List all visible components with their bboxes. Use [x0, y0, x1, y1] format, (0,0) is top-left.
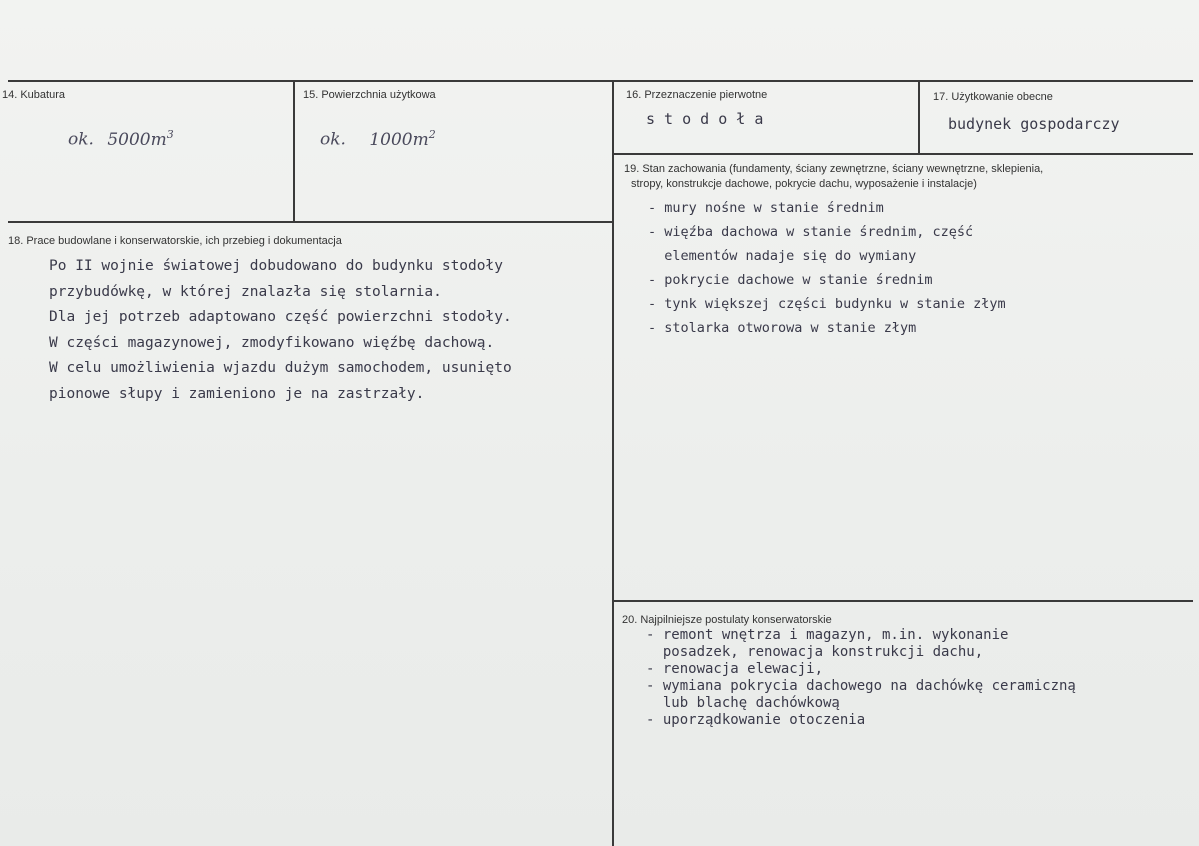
stan-item: elementów nadaje się do wymiany — [648, 248, 917, 264]
postulaty-label: 20. Najpilniejsze postulaty konserwatorskie — [622, 614, 832, 626]
stan-item: - tynk większej części budynku w stanie złym — [648, 296, 1006, 312]
kubatura-value — [68, 128, 174, 150]
rule-16-17-bottom — [612, 153, 1193, 155]
powierzchnia-prefix: ok. — [320, 129, 346, 150]
stan-item: - stolarka otworowa w stanie złym — [648, 320, 917, 336]
prace-line: Dla jej potrzeb adaptowano część powierzchni stodoły. — [49, 309, 512, 326]
stan-item: - mury nośne w stanie średnim — [648, 200, 884, 216]
powierzchnia-label: 15. Powierzchnia użytkowa — [303, 89, 436, 101]
postulaty-item: - uporządkowanie otoczenia — [646, 712, 866, 728]
postulaty-item: - renowacja elewacji, — [646, 661, 824, 677]
rule-14-15-bottom — [8, 221, 614, 223]
uzytkowanie-value: budynek gospodarczy — [948, 115, 1120, 133]
prace-line: W części magazynowej, zmodyfikowano więźbę dachową. — [49, 334, 495, 351]
divider-14-15 — [293, 80, 295, 222]
stan-label-line2: stropy, konstrukcje dachowe, pokrycie dachu, wyposażenie i instalacje) — [631, 178, 977, 190]
prace-line: przybudówkę, w której znalazła się stolarnia. — [49, 283, 442, 300]
przeznaczenie-value: s t o d o ł a — [646, 110, 764, 128]
kubatura-label: 14. Kubatura — [2, 89, 65, 101]
divider-16-17 — [918, 80, 920, 154]
kubatura-exponent: 3 — [166, 128, 174, 141]
prace-label: 18. Prace budowlane i konserwatorskie, ich przebieg i dokumentacja — [8, 235, 342, 247]
stan-item: - pokrycie dachowe w stanie średnim — [648, 272, 933, 288]
postulaty-item: posadzek, renowacja konstrukcji dachu, — [646, 644, 984, 660]
rule-19-bottom — [612, 600, 1193, 602]
przeznaczenie-label: 16. Przeznaczenie pierwotne — [626, 89, 768, 101]
divider-center — [612, 80, 614, 846]
prace-line: W celu umożliwienia wjazdu dużym samochodem, usunięto — [49, 360, 512, 377]
prace-line: Po II wojnie światowej dobudowano do budynku stodoły — [49, 258, 503, 274]
powierzchnia-exponent: 2 — [428, 128, 436, 141]
powierzchnia-number: 1000m — [369, 129, 429, 150]
top-rule — [8, 80, 1193, 82]
postulaty-item: - wymiana pokrycia dachowego na dachówkę ceramiczną — [646, 678, 1076, 694]
postulaty-item: - remont wnętrza i magazyn, m.in. wykonanie — [646, 627, 1009, 643]
uzytkowanie-label: 17. Użytkowanie obecne — [933, 91, 1053, 103]
powierzchnia-value — [320, 128, 436, 150]
prace-text — [49, 254, 512, 408]
postulaty-list — [646, 627, 1076, 729]
stan-list — [648, 196, 1006, 340]
stan-label-line1: 19. Stan zachowania (fundamenty, ściany zewnętrzne, ściany wewnętrzne, sklepienia, — [624, 163, 1044, 175]
stan-item: - więźba dachowa w stanie średnim, część — [648, 224, 974, 240]
kubatura-number: 5000m — [107, 129, 167, 150]
prace-line: pionowe słupy i zamieniono je na zastrzały. — [49, 385, 425, 402]
kubatura-prefix: ok. — [68, 129, 94, 150]
postulaty-item: lub blachę dachówkową — [646, 695, 840, 711]
